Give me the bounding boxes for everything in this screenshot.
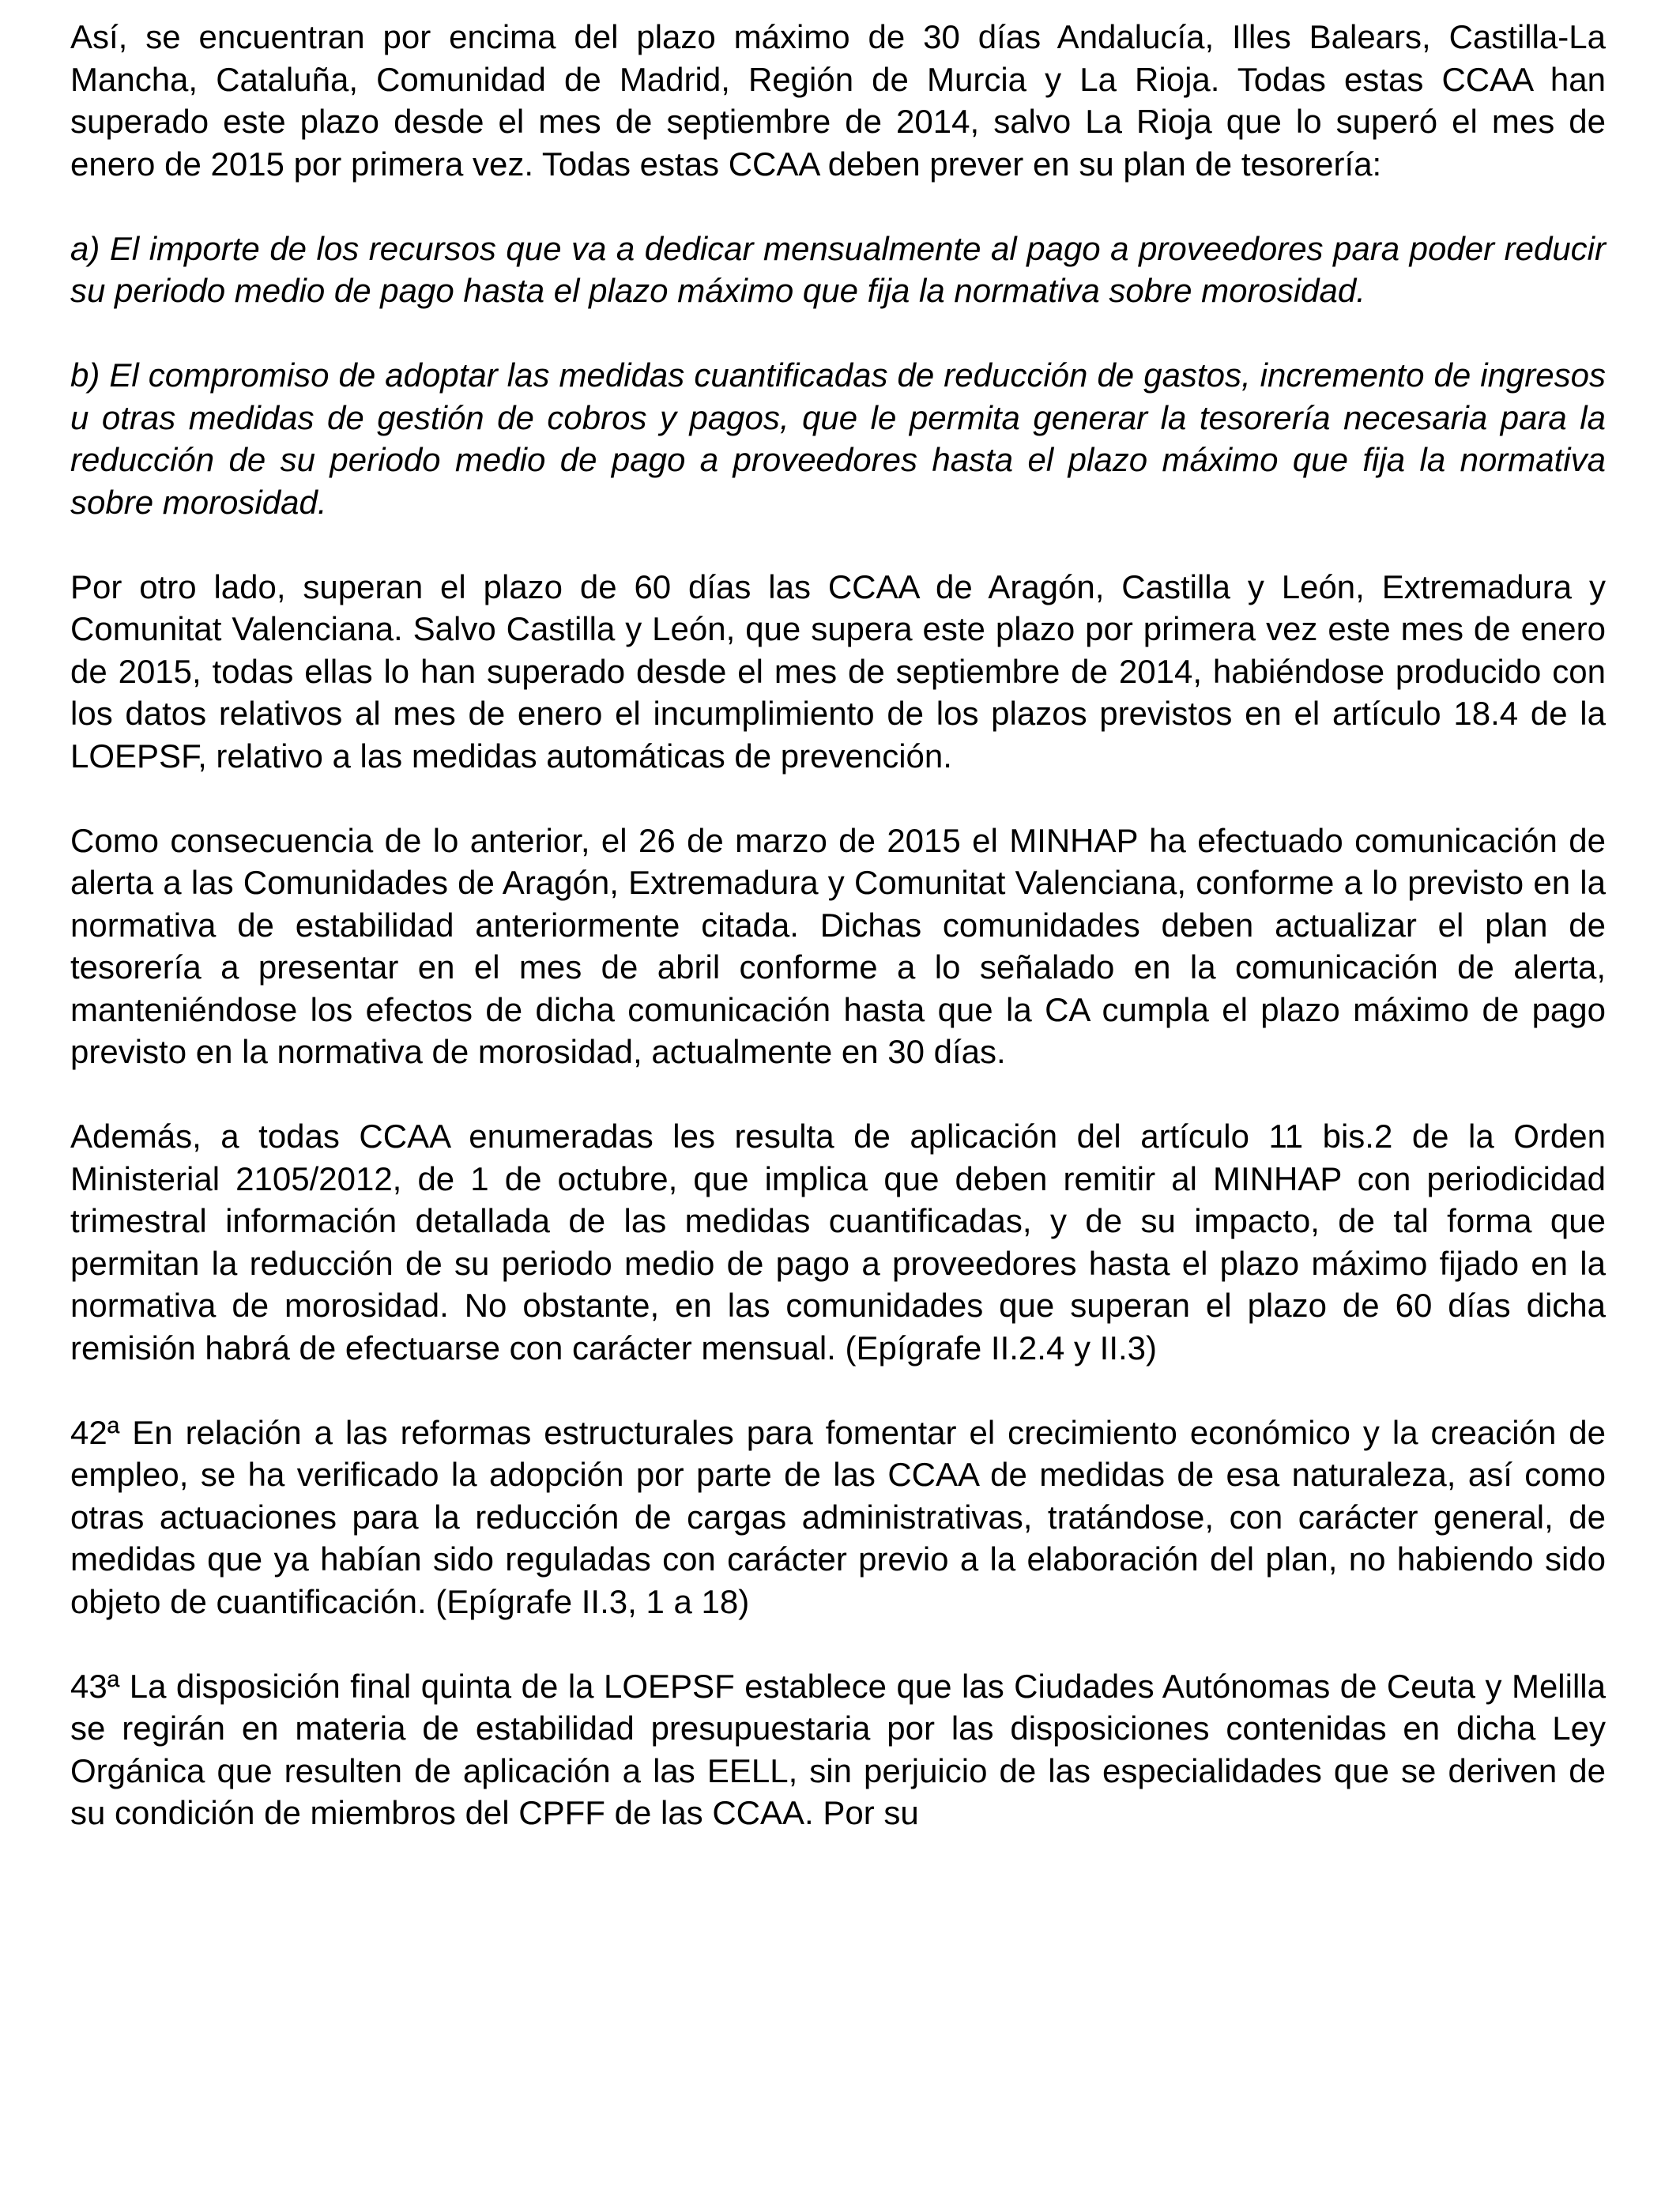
paragraph-ccaa-60-dias: Por otro lado, superan el plazo de 60 días las CCAA de Aragón, Castilla y León, Extremadura y Comunitat Valenciana. Salvo Castilla y León, que supera este plazo por primera vez este mes de enero de 2015, todas ellas lo han superado desde el mes de septiembre de 2014, habiéndose producido con los datos relativos al mes de enero el incumplimiento de los plazos previstos en el artículo 18.4 de la LOEPSF, relativo a las medidas automáticas de prevención. [70, 567, 1606, 775]
paragraph-ccaa-30-dias: Así, se encuentran por encima del plazo máximo de 30 días Andalucía, Illes Balears, Castilla-La Mancha, Cataluña, Comunidad de Madrid, Región de Murcia y La Rioja. Todas estas CCAA han superado este plazo desde el mes de septiembre de 2014, salvo La Rioja que lo superó el mes de enero de 2015 por primera vez. Todas estas CCAA deben prever en su plan de tesorería: [70, 18, 1606, 183]
paragraph-item-a: a) El importe de los recursos que va a dedicar mensualmente al pago a proveedores para poder reducir su periodo medio de pago hasta el plazo máximo que fija la normativa sobre morosidad. [70, 229, 1606, 309]
paragraph-comunicacion-alerta: Como consecuencia de lo anterior, el 26 de marzo de 2015 el MINHAP ha efectuado comunicación de alerta a las Comunidades de Aragón, Extremadura y Comunitat Valenciana, conforme a lo previsto en la normativa de estabilidad anteriormente citada. Dichas comunidades deben actualizar el plan de tesorería a presentar en el mes de abril conforme a lo señalado en la comunicación de alerta, manteniéndose los efectos de dicha comunicación hasta que la CA cumpla el plazo máximo de pago previsto en la normativa de morosidad, actualmente en 30 días. [70, 821, 1606, 1070]
document-page [70, 16, 1606, 1834]
paragraph-conclusion-42: 42ª En relación a las reformas estructurales para fomentar el crecimiento económico y la creación de empleo, se ha verificado la adopción por parte de las CCAA de medidas de esa naturaleza, así como otras actuaciones para la reducción de cargas administrativas, tratándose, con carácter general, de medidas que ya habían sido reguladas con carácter previo a la elaboración del plan, no habiendo sido objeto de cuantificación. (Epígrafe II.3, 1 a 18) [70, 1413, 1606, 1620]
paragraph-conclusion-43: 43ª La disposición final quinta de la LOEPSF establece que las Ciudades Autónomas de Ceuta y Melilla se regirán en materia de estabilidad presupuestaria por las disposiciones contenidas en dicha Ley Orgánica que resulten de aplicación a las EELL, sin perjuicio de las especialidades que se deriven de su condición de miembros del CPFF de las CCAA. Por su [70, 1667, 1606, 1831]
paragraph-orden-ministerial: Además, a todas CCAA enumeradas les resulta de aplicación del artículo 11 bis.2 de la Orden Ministerial 2105/2012, de 1 de octubre, que implica que deben remitir al MINHAP con periodicidad trimestral información detallada de las medidas cuantificadas, y de su impacto, de tal forma que permitan la reducción de su periodo medio de pago a proveedores hasta el plazo máximo fijado en la normativa de morosidad. No obstante, en las comunidades que superan el plazo de 60 días dicha remisión habrá de efectuarse con carácter mensual. (Epígrafe II.2.4 y II.3) [70, 1118, 1606, 1367]
paragraph-item-b: b) El compromiso de adoptar las medidas cuantificadas de reducción de gastos, incremento de ingresos u otras medidas de gestión de cobros y pagos, que le permita generar la tesorería necesaria para la reducción de su periodo medio de pago a proveedores hasta el plazo máximo que fija la normativa sobre morosidad. [70, 356, 1606, 521]
